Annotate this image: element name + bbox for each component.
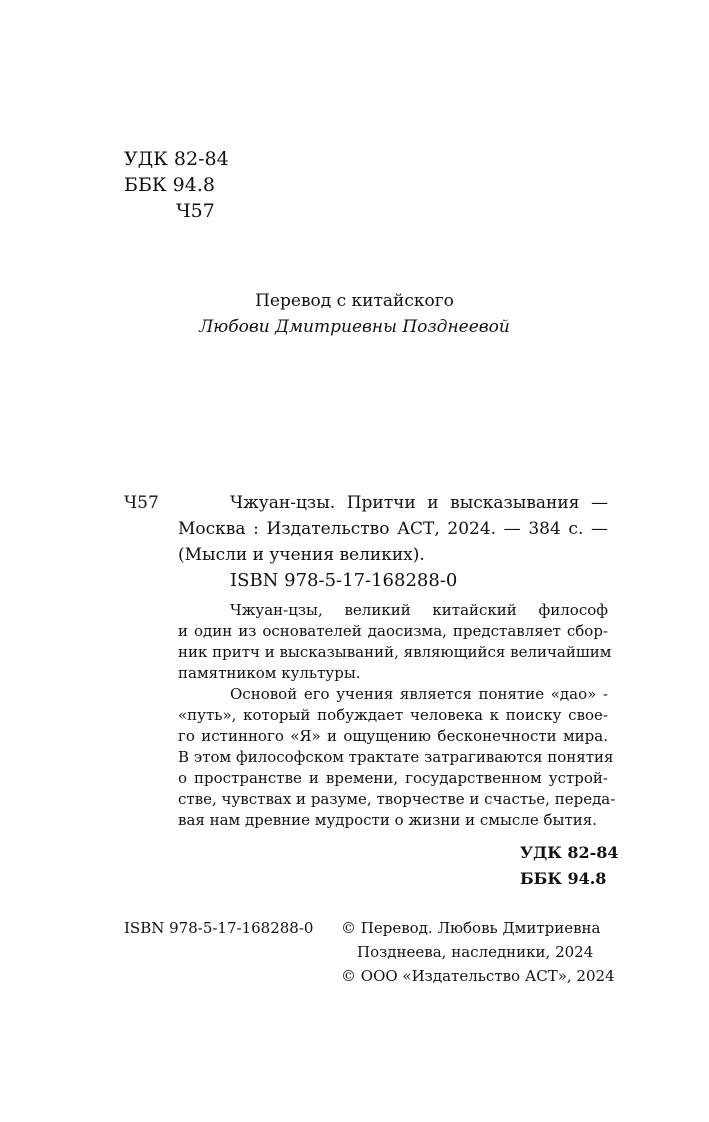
annotation-line: го истинного «Я» и ощущению бесконечности мира. [178,727,608,745]
annotation-line: «путь», который побуждает человека к поиску свое- [178,706,608,724]
record-line: (Мысли и учения великих). [178,545,425,565]
record-line: Москва : Издательство АСТ, 2024. — 384 с. — [178,519,608,539]
annotation-line: и один из основателей даосизма, представляет сбор- [178,622,608,640]
udk-code-bold: УДК 82-84 [520,843,619,862]
annotation-line: памятником культуры. [178,664,361,682]
translation-note: Перевод с китайского [255,291,454,311]
translation-copyright-cont: Позднеева, наследники, 2024 [357,943,594,961]
annotation-line: ник притч и высказываний, являющийся величайшим [178,643,612,661]
annotation-line: о пространстве и времени, государственном устрой- [178,769,608,787]
annotation-line: Основой его учения является понятие «дао» - [230,685,608,703]
bbk-code: ББК 94.8 [124,174,215,196]
imprint-isbn: ISBN 978-5-17-168288-0 [124,919,314,937]
annotation-line: В этом философском трактате затрагиваются понятия [178,748,614,766]
publisher-copyright: © ООО «Издательство АСТ», 2024 [341,967,615,985]
annotation-line: стве, чувствах и разуме, творчестве и счастье, переда- [178,790,616,808]
translator-name: Любови Дмитриевны Позднеевой [199,317,510,337]
translation-copyright: © Перевод. Любовь Дмитриевна [341,919,601,937]
bbk-code-bold: ББК 94.8 [520,869,607,888]
record-isbn: ISBN 978-5-17-168288-0 [230,570,458,591]
record-author-mark: Ч57 [124,493,159,513]
annotation-line: Чжуан-цзы, великий китайский философ [230,601,608,619]
record-line: Чжуан-цзы. Притчи и высказывания — [230,493,608,513]
udk-code: УДК 82-84 [124,148,229,170]
annotation-line: вая нам древние мудрости о жизни и смысле бытия. [178,811,598,829]
author-mark: Ч57 [176,200,215,222]
